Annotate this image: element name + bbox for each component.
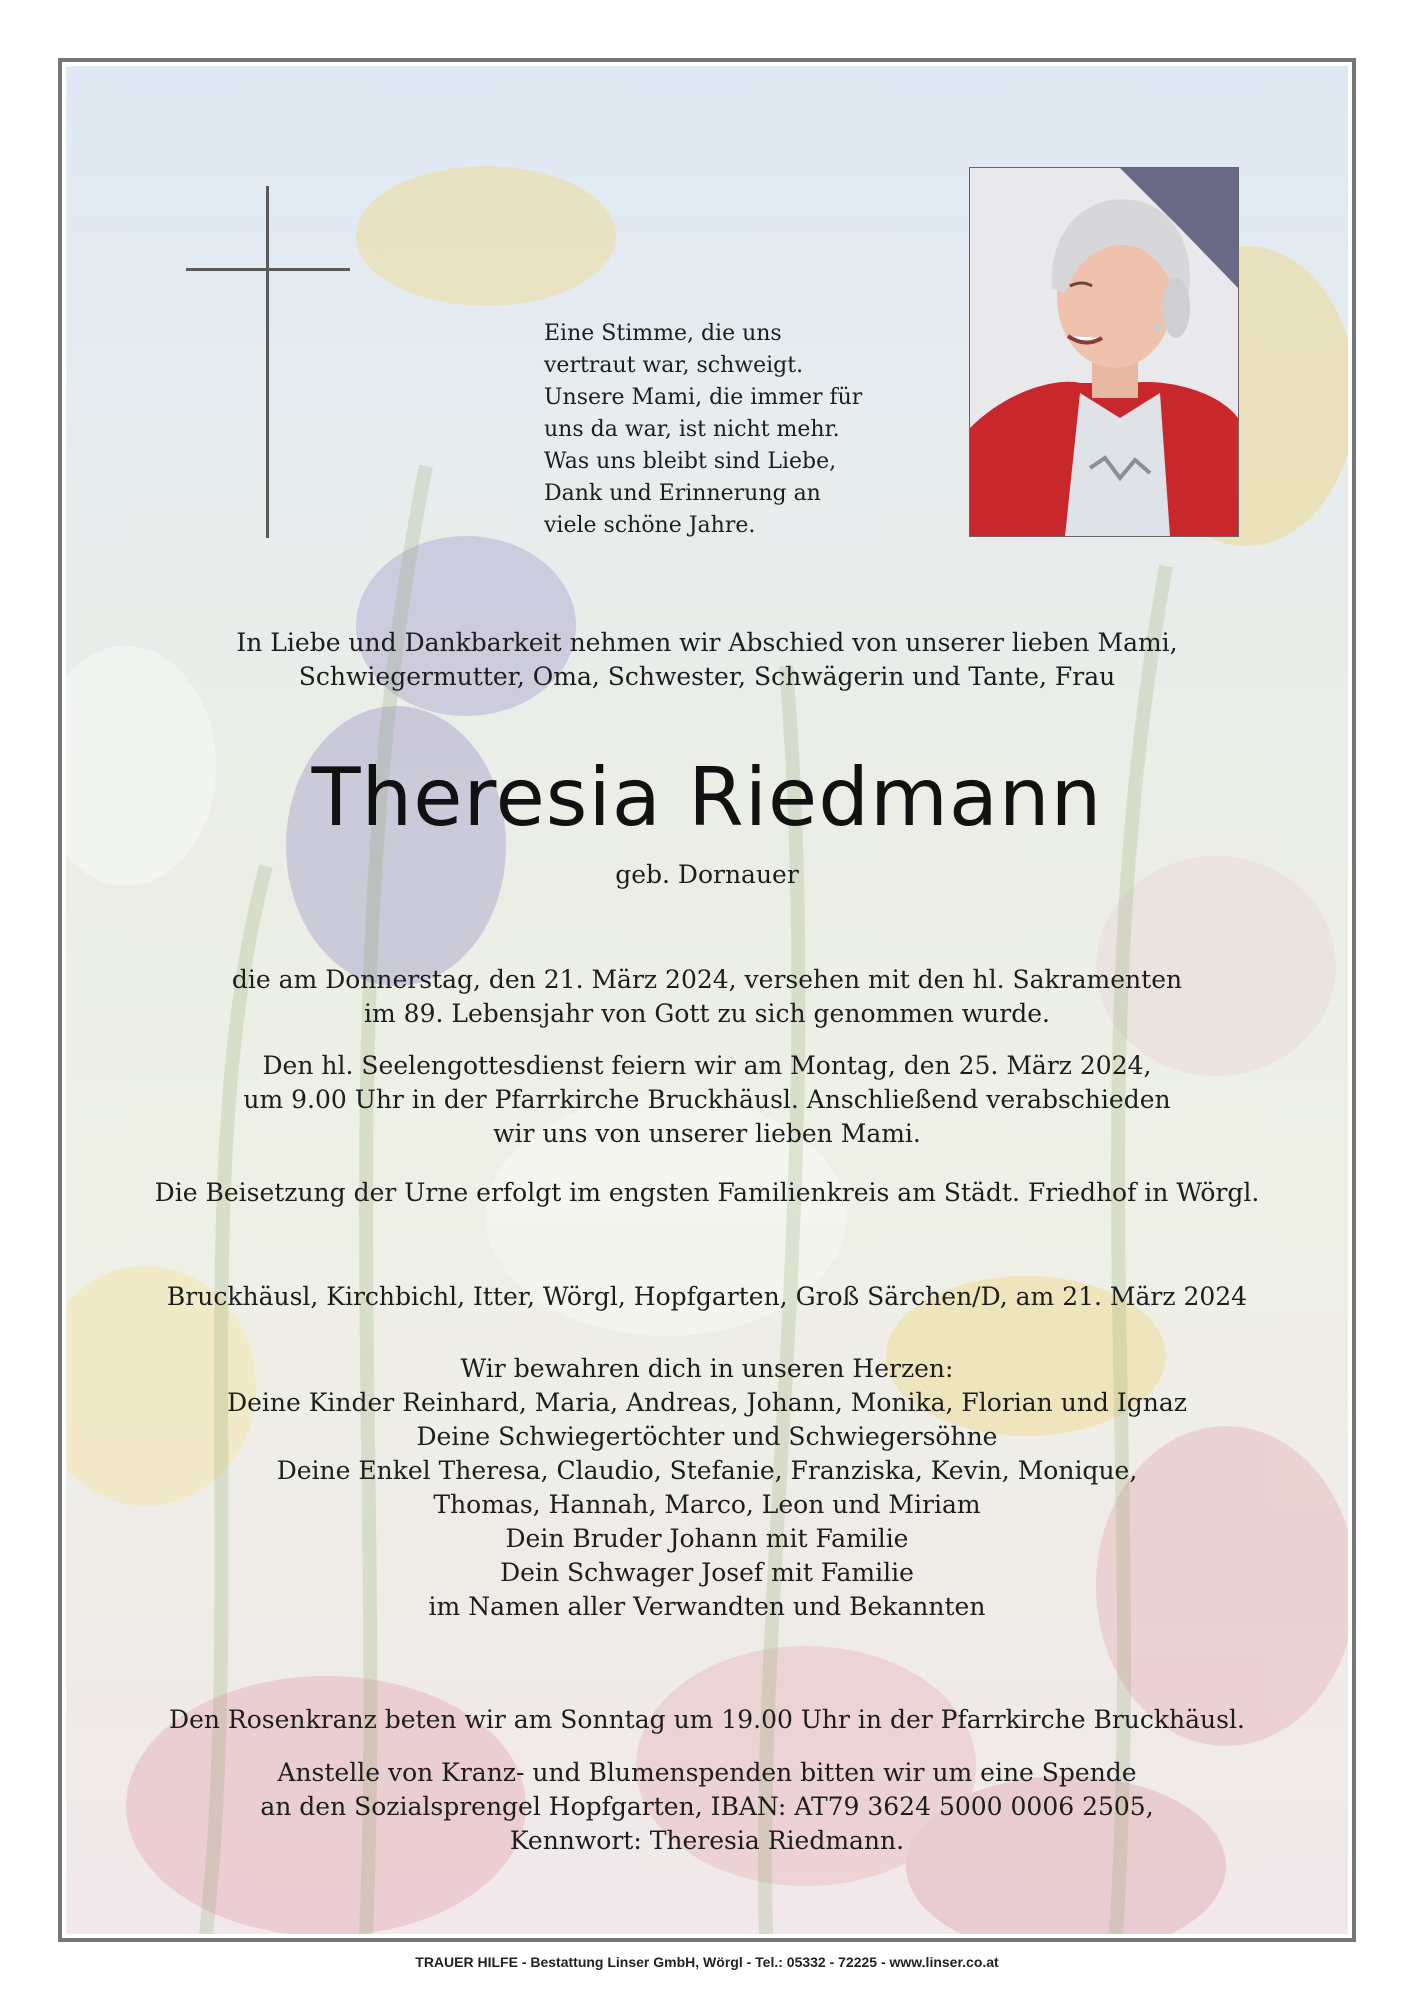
portrait-photo <box>969 167 1239 537</box>
mourners-list: Wir bewahren dich in unseren Herzen: Deine Kinder Reinhard, Maria, Andreas, Johann, Monika, Florian und Ignaz Deine Schwiegertöchter und Schwiegersöhne Deine Enkel Theresa, Claudio, Stefanie, Franziska, Kevin, Monique, Thomas, Hannah, Marco, Leon und Miriam Dein Bruder Johann mit Familie Dein Schwager Josef mit Familie im Namen aller Verwandten und Bekannten <box>227 1354 1187 1621</box>
rosary-text: Den Rosenkranz beten wir am Sonntag um 19.00 Uhr in der Pfarrkirche Bruckhäusl. <box>169 1705 1245 1734</box>
deceased-name: Theresia Riedmann <box>311 751 1103 844</box>
birth-name: geb. Dornauer <box>615 860 799 889</box>
cross-icon <box>186 186 350 538</box>
portrait-illustration <box>970 168 1238 536</box>
memorial-poem: Eine Stimme, die uns vertraut war, schweigt. Unsere Mami, die immer für uns da war, ist nicht mehr. Was uns bleibt sind Liebe, Dank und Erinnerung an viele schöne Jahre. <box>544 321 863 538</box>
donation-text: Anstelle von Kranz- und Blumenspenden bitten wir um eine Spende an den Sozialsprengel Hopfgarten, IBAN: AT79 3624 5000 0006 2505, Kennwort: Theresia Riedmann. <box>260 1758 1154 1855</box>
death-notice: die am Donnerstag, den 21. März 2024, versehen mit den hl. Sakramenten im 89. Lebensjahr von Gott zu sich genommen wurde. <box>231 965 1183 1028</box>
intro-text: In Liebe und Dankbarkeit nehmen wir Abschied von unserer lieben Mami, Schwiegermutter, Oma, Schwester, Schwägerin und Tante, Frau <box>236 628 1178 691</box>
cross-horizontal-beam <box>186 268 350 271</box>
burial-text: Die Beisetzung der Urne erfolgt im engsten Familienkreis am Städt. Friedhof in Wörgl. <box>154 1178 1260 1207</box>
place-and-date: Bruckhäusl, Kirchbichl, Itter, Wörgl, Hopfgarten, Groß Särchen/D, am 21. März 2024 <box>166 1282 1248 1311</box>
cross-vertical-beam <box>266 186 269 538</box>
footer-undertaker-info: TRAUER HILFE - Bestattung Linser GmbH, Wörgl - Tel.: 05332 - 72225 - www.linser.co.at <box>415 1954 999 1970</box>
funeral-mass-text: Den hl. Seelengottesdienst feiern wir am Montag, den 25. März 2024, um 9.00 Uhr in der Pfarrkirche Bruckhäusl. Anschließend verabschieden wir uns von unserer lieben Mami. <box>243 1051 1171 1148</box>
